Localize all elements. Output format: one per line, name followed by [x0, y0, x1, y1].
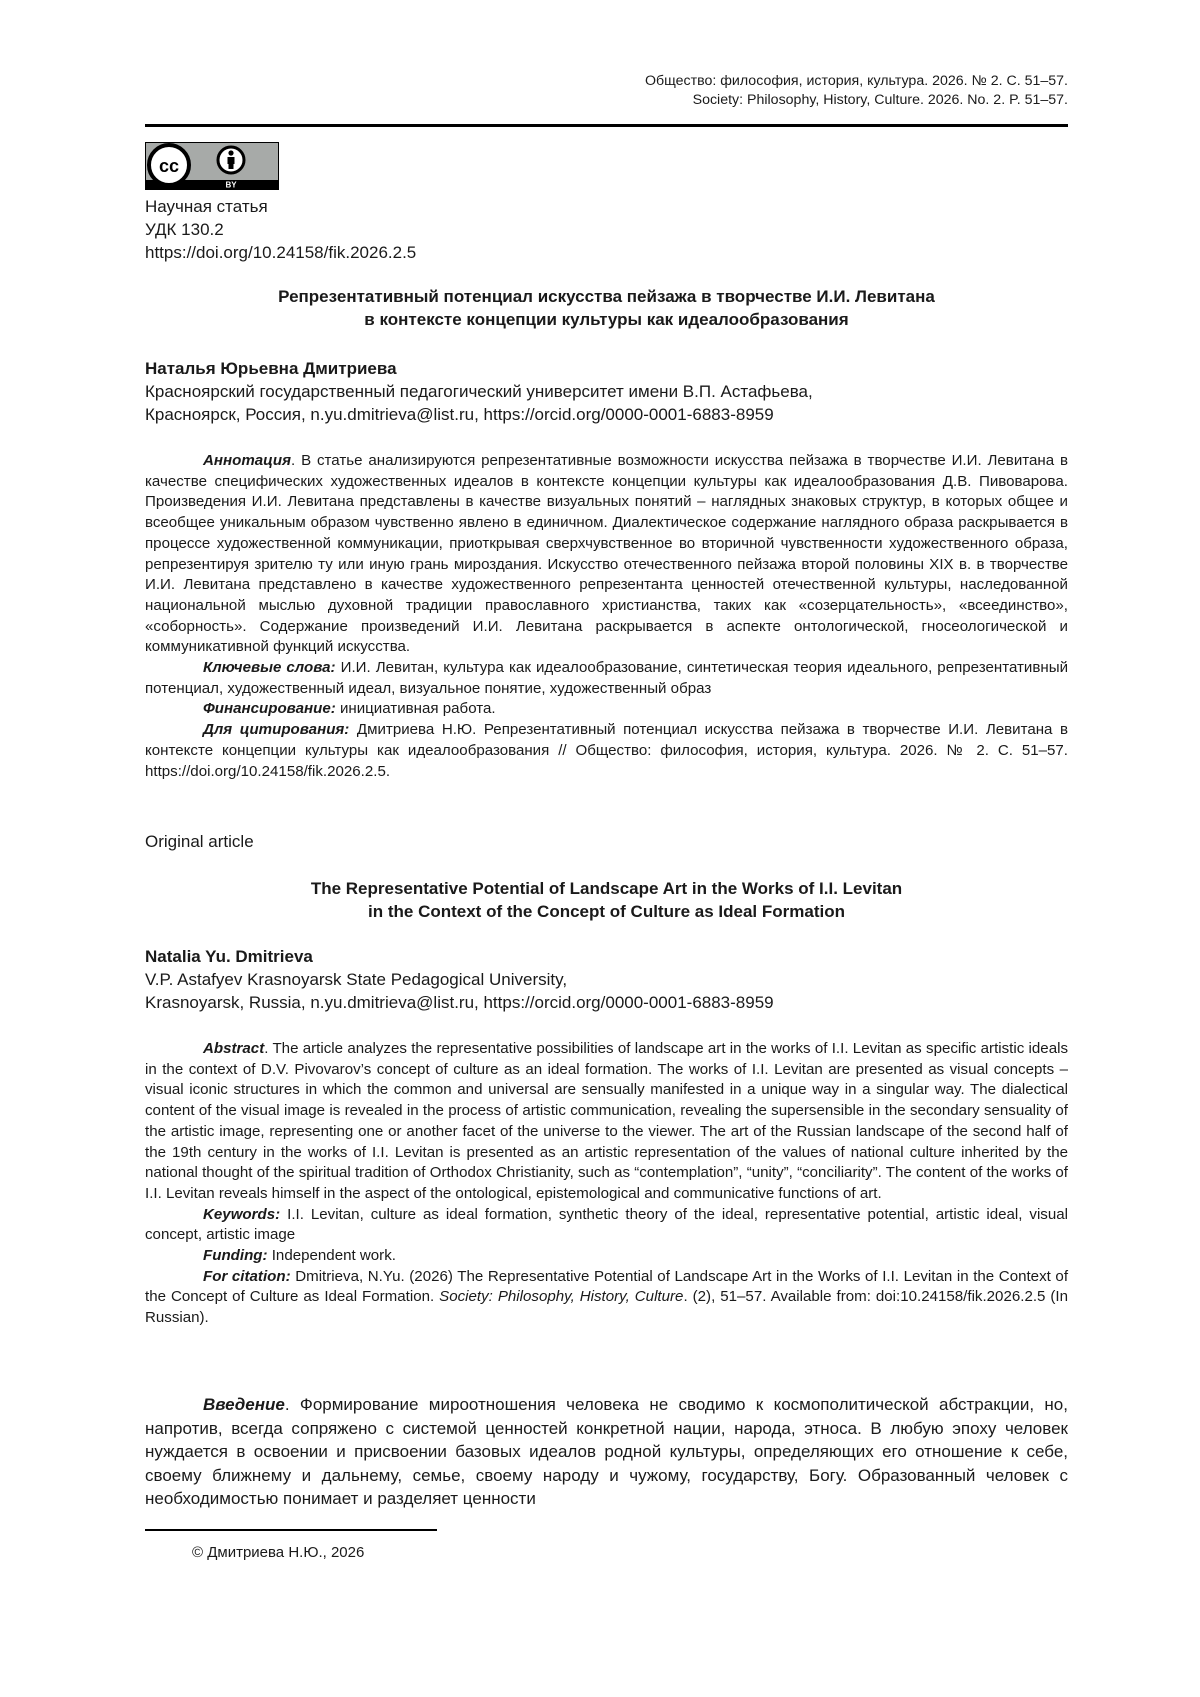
citation-paragraph: For citation: Dmitrieva, N.Yu. (2026) The Representative Potential of Landscape Art in the Works of I.I. Levitan in the Context of the Concept of Culture as Ideal Formation. Society: Philosophy, History, Culture. (2), 51–57. Available from: doi:10.24158/fik.2026.2.5 (In Russian).: [145, 1267, 1069, 1327]
author-name: Natalia Yu. Dmitrieva: [145, 947, 313, 966]
keywords-paragraph: Ключевые слова: И.И. Левитан, культура как идеалообразование, синтетическая теория идеального, репрезентативный потенциал, художественный идеал, визуальное понятие, художественный образ: [145, 659, 1068, 697]
author-name: Наталья Юрьевна Дмитриева: [145, 359, 397, 378]
header-rule: [145, 124, 1068, 127]
udc-code: УДК 130.2: [145, 220, 224, 239]
by-label: BY: [225, 180, 237, 190]
funding-paragraph: Funding: Independent work.: [203, 1247, 396, 1265]
author-block-en: [145, 945, 1068, 1014]
citation-paragraph: Для цитирования: Дмитриева Н.Ю. Репрезентативный потенциал искусства пейзажа в творчестве И.И. Левитана в контексте концепции культуры как идеалообразования // Общество: философия, история, культура. 2026. № 2. С. 51–57. https://doi.org/10.24158/fik.2026.2.5.: [145, 721, 1068, 780]
article-type-en: Original article: [145, 832, 254, 851]
abstract-section-ru: [145, 451, 1068, 782]
running-head-ru: Общество: философия, история, культура. 2026. № 2. С. 51–57.: [644, 73, 1068, 89]
title-ru: Репрезентативный потенциал искусства пейзажа в творчестве И.И. Левитана в контексте концепции культуры как идеалообразования: [278, 287, 935, 329]
abstract-section-en: [145, 1039, 1068, 1329]
running-head-en: Society: Philosophy, History, Culture. 2026. No. 2. P. 51–57.: [692, 92, 1068, 108]
intro-paragraph: Введение. Формирование мироотношения человека не сводимо к космополитической абстракции, но, напротив, всегда сопряжено с системой ценностей конкретной нации, народа, этноса. В любую эпоху человек нуждается в освоении и присвоении базовых идеалов родной культуры, определяющих его отношение к себе, своему ближнему и дальнему, семье, своему народу и чужому, государству, Богу. Образованный человек с необходимостью понимает и разделяет ценности: [145, 1395, 1068, 1509]
article-type: Научная статья: [145, 197, 268, 216]
affiliation-line: V.P. Astafyev Krasnoyarsk State Pedagogical University,: [145, 970, 568, 989]
doi-link[interactable]: https://doi.org/10.24158/fik.2026.2.5: [145, 243, 417, 262]
footnote-rule: [145, 1529, 437, 1531]
affiliation-line: Красноярский государственный педагогический университет имени В.П. Астафьева,: [145, 382, 813, 401]
funding-paragraph: Финансирование: инициативная работа.: [203, 700, 496, 718]
running-head: [645, 72, 1068, 110]
title-en: The Representative Potential of Landscape Art in the Works of I.I. Levitan in the Context of the Concept of Culture as Ideal Formation: [310, 879, 903, 921]
article-meta-ru: [145, 195, 416, 264]
affiliation-contacts: Krasnoyarsk, Russia, n.yu.dmitrieva@list.ru, https://orcid.org/0000-0001-6883-8959: [145, 993, 774, 1012]
cc-icon: [149, 145, 189, 185]
svg-text:cc: cc: [158, 156, 180, 176]
abstract-paragraph: Аннотация. В статье анализируются репрезентативные возможности искусства пейзажа в творчестве И.И. Левитана в качестве специфических художественных идеалов в контексте концепции культуры как идеалообразования Д.В. Пивоварова. Произведения И.И. Левитана представлены в качестве визуальных понятий – наглядных знаковых структур, в которых общее и всеобщее уникальным образом чувственно явлено в единичном. Диалектическое содержание наглядного образа раскрывается в процессе художественной коммуникации, приоткрывая сверхчувственное во вторичной чувственности художественного образа, репрезентируя зрителю ту или иную грань мироздания. Искусство отечественного пейзажа второй половины XIX в. в творчестве И.И. Левитана представлено в качестве художественного репрезентанта ценностей отечественной культуры, наследованной национальной мыслью духовной традиции православного христианства, таких как «созерцательность», «всеединство», «соборность». Содержание произведений И.И. Левитана раскрывается в аспекте онтологической, гносеологической и коммуникативной функций искусства.: [145, 452, 1068, 656]
author-block-ru: [145, 357, 1068, 426]
introduction-section: [145, 1393, 1068, 1511]
attribution-person-icon: [218, 147, 244, 173]
keywords-paragraph: Keywords: I.I. Levitan, culture as ideal formation, synthetic theory of the ideal, representative potential, artistic ideal, visual concept, artistic image: [145, 1205, 1068, 1244]
abstract-paragraph: Abstract. The article analyzes the representative possibilities of landscape art in the works of I.I. Levitan as specific artistic ideals in the context of D.V. Pivovarov’s concept of culture as an ideal formation. The works of I.I. Levitan are presented as visual concepts – visual iconic structures in which the common and universal are sensually manifested in a unique way in a singular way. The dialectical content of the visual image is revealed in the process of artistic communication, revealing the supersensible in the secondary sensuality of the artistic image, representing one or another facet of the universe to the viewer. The art of the Russian landscape of the second half of the 19th century in the works of I.I. Levitan is presented as an artistic representation of the values of national culture inherited by the national thought of the spiritual tradition of Orthodox Christianity, such as “contemplation”, “unity”, “conciliarity”. The content of the works of I.I. Levitan reveals himself in the aspect of the ontological, epistemological and communicative functions of art.: [145, 1040, 1068, 1202]
cc-by-license-badge[interactable]: [145, 142, 279, 190]
copyright-footnote: © Дмитриева Н.Ю., 2026: [192, 1544, 365, 1561]
affiliation-contacts: Красноярск, Россия, n.yu.dmitrieva@list.ru, https://orcid.org/0000-0001-6883-8959: [145, 405, 774, 424]
